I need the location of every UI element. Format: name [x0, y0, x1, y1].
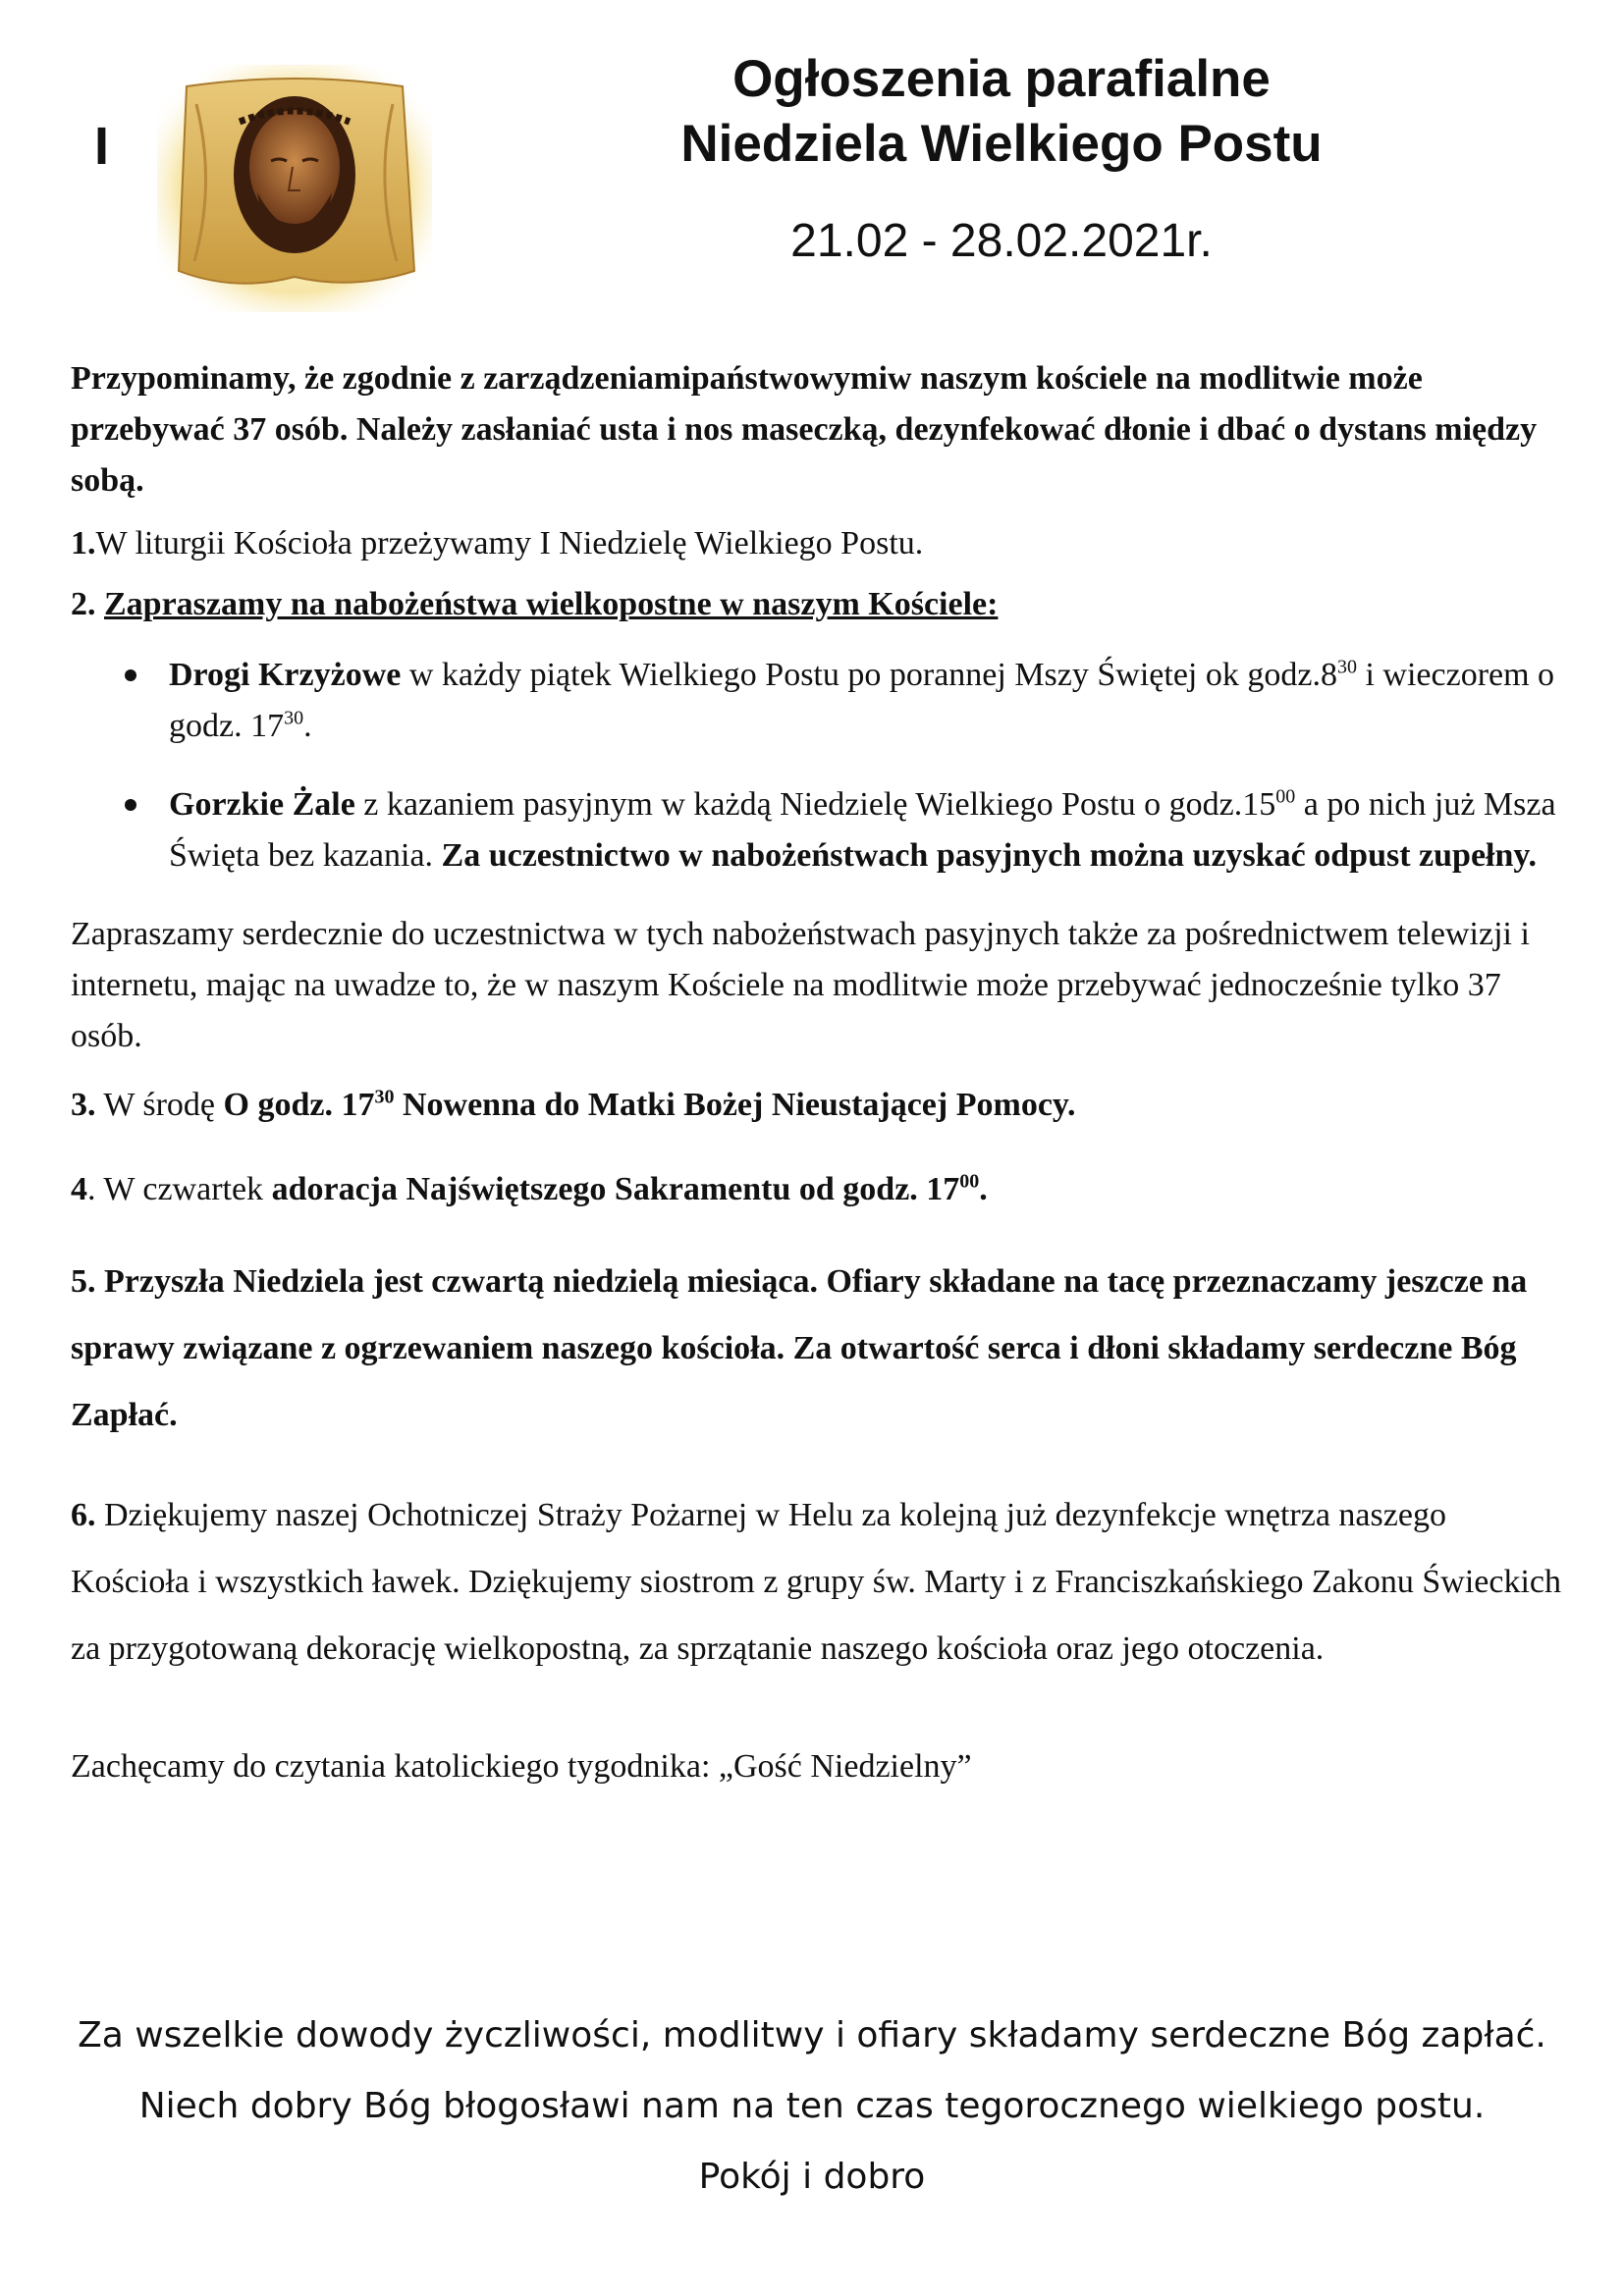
list-item [71, 779, 1573, 881]
item-1-text: W liturgii Kościoła przeżywamy I Niedzielę Wielkiego Postu. [95, 525, 924, 561]
item-2 [71, 579, 1573, 630]
announcements-body [71, 353, 1573, 1792]
lenten-services-list [71, 650, 1573, 881]
invitation-paragraph: Zapraszamy serdecznie do uczestnictwa w tych nabożeństwach pasyjnych także za pośrednictwem telewizji i internetu, mając na uwadze to, że w naszym Kościele na modlitwie może przebywać jednocześnie tylko 37 osób. [71, 916, 1530, 1054]
indulgence-note: Za uczestnictwo w nabożeństwach pasyjnych można uzyskać odpust zupełny. [441, 837, 1538, 874]
item-6 [71, 1482, 1573, 1682]
bullet-1-sup-b: 30 [284, 707, 304, 729]
item-3-bold-b: Nowenna do Matki Bożej Nieustającej Pomocy. [394, 1087, 1076, 1123]
item-2-number: 2. [71, 586, 96, 622]
closing-line-1: Za wszelkie dowody życzliwości, modlitwy i ofiary składamy serdeczne Bóg zapłać. [78, 2015, 1546, 2056]
bullet-icon [125, 669, 136, 681]
veil-of-veronica-icon [157, 65, 432, 312]
weekly-recommendation: Zachęcamy do czytania katolickiego tygodnika: „Gość Niedzielny” [71, 1748, 972, 1785]
page-subtitle: Niedziela Wielkiego Postu [680, 115, 1323, 173]
bullet-1-sup-a: 30 [1336, 656, 1357, 678]
bullet-1-text-b: i wieczorem o godz. 17 [169, 657, 1555, 744]
closing-line-3: Pokój i dobro [698, 2157, 926, 2197]
item-4-sup: 00 [959, 1170, 980, 1193]
bullet-1-text-c: . [303, 708, 312, 744]
item-1-number: 1. [71, 525, 96, 561]
week-numeral: I [94, 117, 110, 176]
item-3-bold-a: O godz. 17 [223, 1087, 375, 1123]
item-3-number: 3. [71, 1087, 96, 1123]
bullet-2-text-a: z kazaniem pasyjnym w każdą Niedzielę Wielkiego Postu o godz.15 [354, 786, 1276, 823]
item-4 [71, 1164, 1573, 1215]
stations-of-cross-label: Drogi Krzyżowe [169, 657, 402, 693]
item-4-text: . W czwartek [87, 1171, 272, 1207]
item-3-text: W środę [95, 1087, 224, 1123]
item-3-sup: 30 [374, 1086, 395, 1108]
item-6-text: Dziękujemy naszej Ochotniczej Straży Pożarnej w Helu za kolejną już dezynfekcje wnętrza naszego Kościoła i wszystkich ławek. Dziękujemy siostrom z grupy św. Marty i z Franciszkańskiego Zakonu Świeckich za przygotowaną dekorację wielkopostną, za sprzątanie naszego kościoła oraz jego otoczenia. [71, 1497, 1562, 1667]
page-title: Ogłoszenia parafialne [732, 50, 1271, 108]
item-4-bold-a: adoracja Najświętszego Sakramentu od godz. 17 [271, 1171, 960, 1207]
date-range: 21.02 - 28.02.2021r. [790, 215, 1213, 267]
item-3 [71, 1080, 1573, 1131]
bullet-icon [125, 799, 136, 811]
bullet-1-text-a: w każdy piątek Wielkiego Postu po porannej Mszy Świętej ok godz.8 [401, 657, 1337, 693]
bullet-2-sup-a: 00 [1275, 785, 1296, 808]
closing-line-2: Niech dobry Bóg błogosławi nam na ten czas tegorocznego wielkiego postu. [138, 2086, 1486, 2126]
header-title-block [550, 47, 1453, 271]
item-6-number: 6. [71, 1497, 96, 1533]
covid-notice: Przypominamy, że zgodnie z zarządzeniamipaństwowymiw naszym kościele na modlitwie może przebywać 37 osób. Należy zasłaniać usta i nos maseczką, dezynfekować dłonie i dbać o dystans między sobą. [71, 360, 1538, 499]
item-4-bold-b: . [979, 1171, 988, 1207]
item-5: 5. Przyszła Niedziela jest czwartą niedzielą miesiąca. Ofiary składane na tacę przeznaczamy jeszcze na sprawy związane z ogrzewaniem naszego kościoła. Za otwartość serca i dłoni składamy serdeczne Bóg Zapłać. [71, 1263, 1528, 1433]
item-1 [71, 518, 1573, 569]
item-4-number: 4 [71, 1171, 87, 1207]
closing-blessing [39, 2001, 1585, 2213]
bullet-2-text-b: a po nich już Msza Święta bez kazania. [169, 786, 1556, 874]
list-item [71, 650, 1573, 752]
bitter-lamentations-label: Gorzkie Żale [169, 786, 355, 823]
item-2-title: Zapraszamy na nabożeństwa wielkopostne w naszym Kościele: [104, 586, 999, 622]
